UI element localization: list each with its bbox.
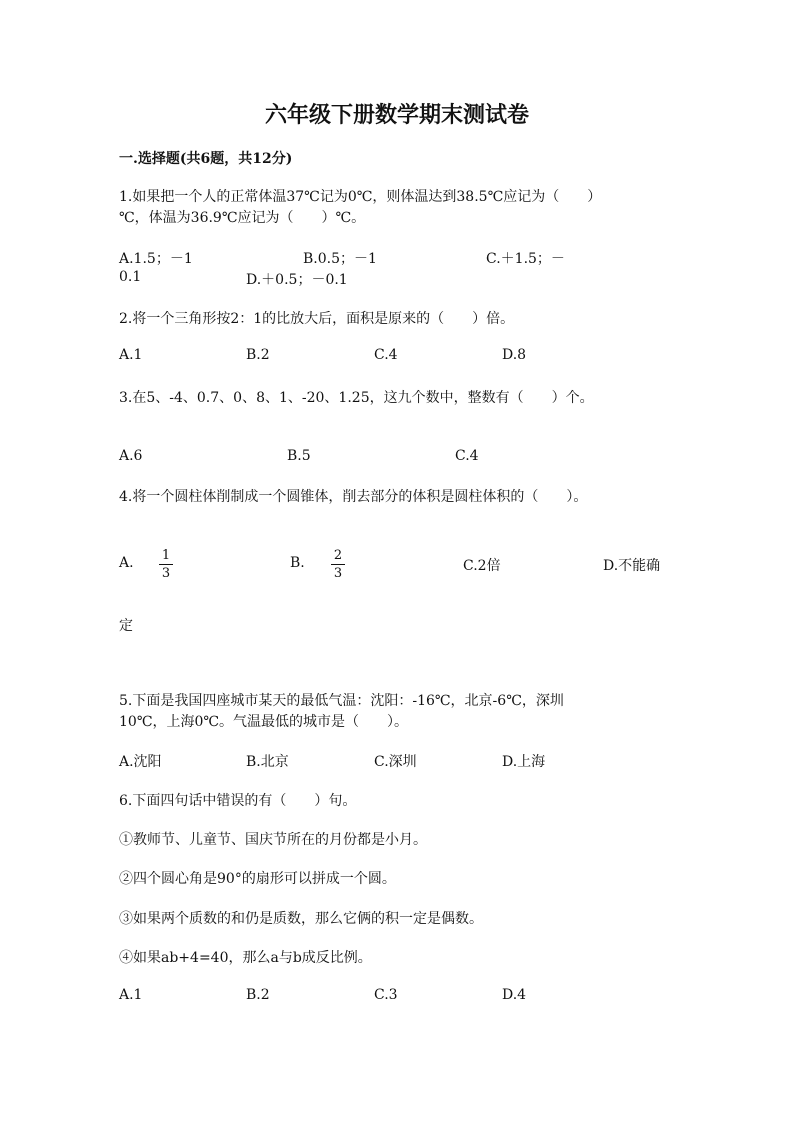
section-heading: 一.选择题(共6题，共12分) bbox=[119, 151, 293, 167]
q6-statement-3: ③如果两个质数的和仍是质数，那么它俩的积一定是偶数。 bbox=[119, 911, 483, 927]
fraction-numerator: 1 bbox=[159, 548, 173, 565]
q1-option-b: B.0.5；－1 bbox=[303, 251, 377, 267]
q3-option-c: C.4 bbox=[455, 448, 479, 464]
q2-option-d: D.8 bbox=[502, 347, 527, 363]
q1-option-c-cont: 0.1 bbox=[119, 269, 142, 285]
q6-option-d: D.4 bbox=[502, 987, 527, 1003]
question-2: 2.将一个三角形按2：1的比放大后，面积是原来的（ ）倍。 bbox=[119, 311, 515, 327]
question-6: 6.下面四句话中错误的有（ ）句。 bbox=[119, 793, 357, 809]
q1-option-c: C.＋1.5；－ bbox=[486, 251, 565, 267]
question-5-line-1: 5.下面是我国四座城市某天的最低气温：沈阳：-16℃，北京-6℃，深圳 bbox=[119, 693, 564, 709]
page-title: 六年级下册数学期末测试卷 bbox=[264, 102, 529, 128]
q6-option-b: B.2 bbox=[246, 987, 270, 1003]
q6-statement-4: ④如果ab+4=40，那么a与b成反比例。 bbox=[119, 950, 372, 966]
question-5-line-2: 10℃，上海0℃。气温最低的城市是（ ）。 bbox=[119, 714, 409, 730]
question-4: 4.将一个圆柱体削制成一个圆锥体，削去部分的体积是圆柱体积的（ ）。 bbox=[119, 489, 588, 505]
fraction-denominator: 3 bbox=[161, 566, 171, 581]
q6-option-c: C.3 bbox=[374, 987, 398, 1003]
fraction-denominator: 3 bbox=[333, 566, 343, 581]
question-1-line-1: 1.如果把一个人的正常体温37℃记为0℃，则体温达到38.5℃应记为（ ） bbox=[119, 189, 602, 205]
q5-option-c: C.深圳 bbox=[374, 754, 417, 770]
q3-option-a: A.6 bbox=[119, 448, 143, 464]
q6-statement-1: ①教师节、儿童节、国庆节所在的月份都是小月。 bbox=[119, 832, 427, 848]
q2-option-a: A.1 bbox=[119, 347, 143, 363]
q1-option-a: A.1.5；－1 bbox=[119, 251, 193, 267]
q4-option-c: C.2倍 bbox=[463, 558, 501, 574]
q5-option-a: A.沈阳 bbox=[119, 754, 162, 770]
q2-option-b: B.2 bbox=[246, 347, 270, 363]
q4-option-a-fraction bbox=[159, 548, 173, 581]
fraction-numerator: 2 bbox=[331, 548, 345, 565]
q4-option-a-label: A. bbox=[119, 555, 134, 571]
question-1-line-2: ℃，体温为36.9℃应记为（ ）℃。 bbox=[119, 210, 366, 226]
q4-option-d-cont: 定 bbox=[119, 618, 133, 634]
q1-option-d: D.＋0.5；－0.1 bbox=[246, 272, 348, 288]
q5-option-d: D.上海 bbox=[502, 754, 546, 770]
q4-option-d: D.不能确 bbox=[603, 558, 661, 574]
q6-option-a: A.1 bbox=[119, 987, 143, 1003]
q4-option-b-fraction bbox=[331, 548, 345, 581]
q4-option-b-label: B. bbox=[290, 555, 305, 571]
q6-statement-2: ②四个圆心角是90°的扇形可以拼成一个圆。 bbox=[119, 871, 396, 887]
question-3: 3.在5、-4、0.7、0、8、1、-20、1.25，这九个数中，整数有（ ）个。 bbox=[119, 390, 594, 406]
q3-option-b: B.5 bbox=[287, 448, 311, 464]
q2-option-c: C.4 bbox=[374, 347, 398, 363]
q5-option-b: B.北京 bbox=[246, 754, 289, 770]
